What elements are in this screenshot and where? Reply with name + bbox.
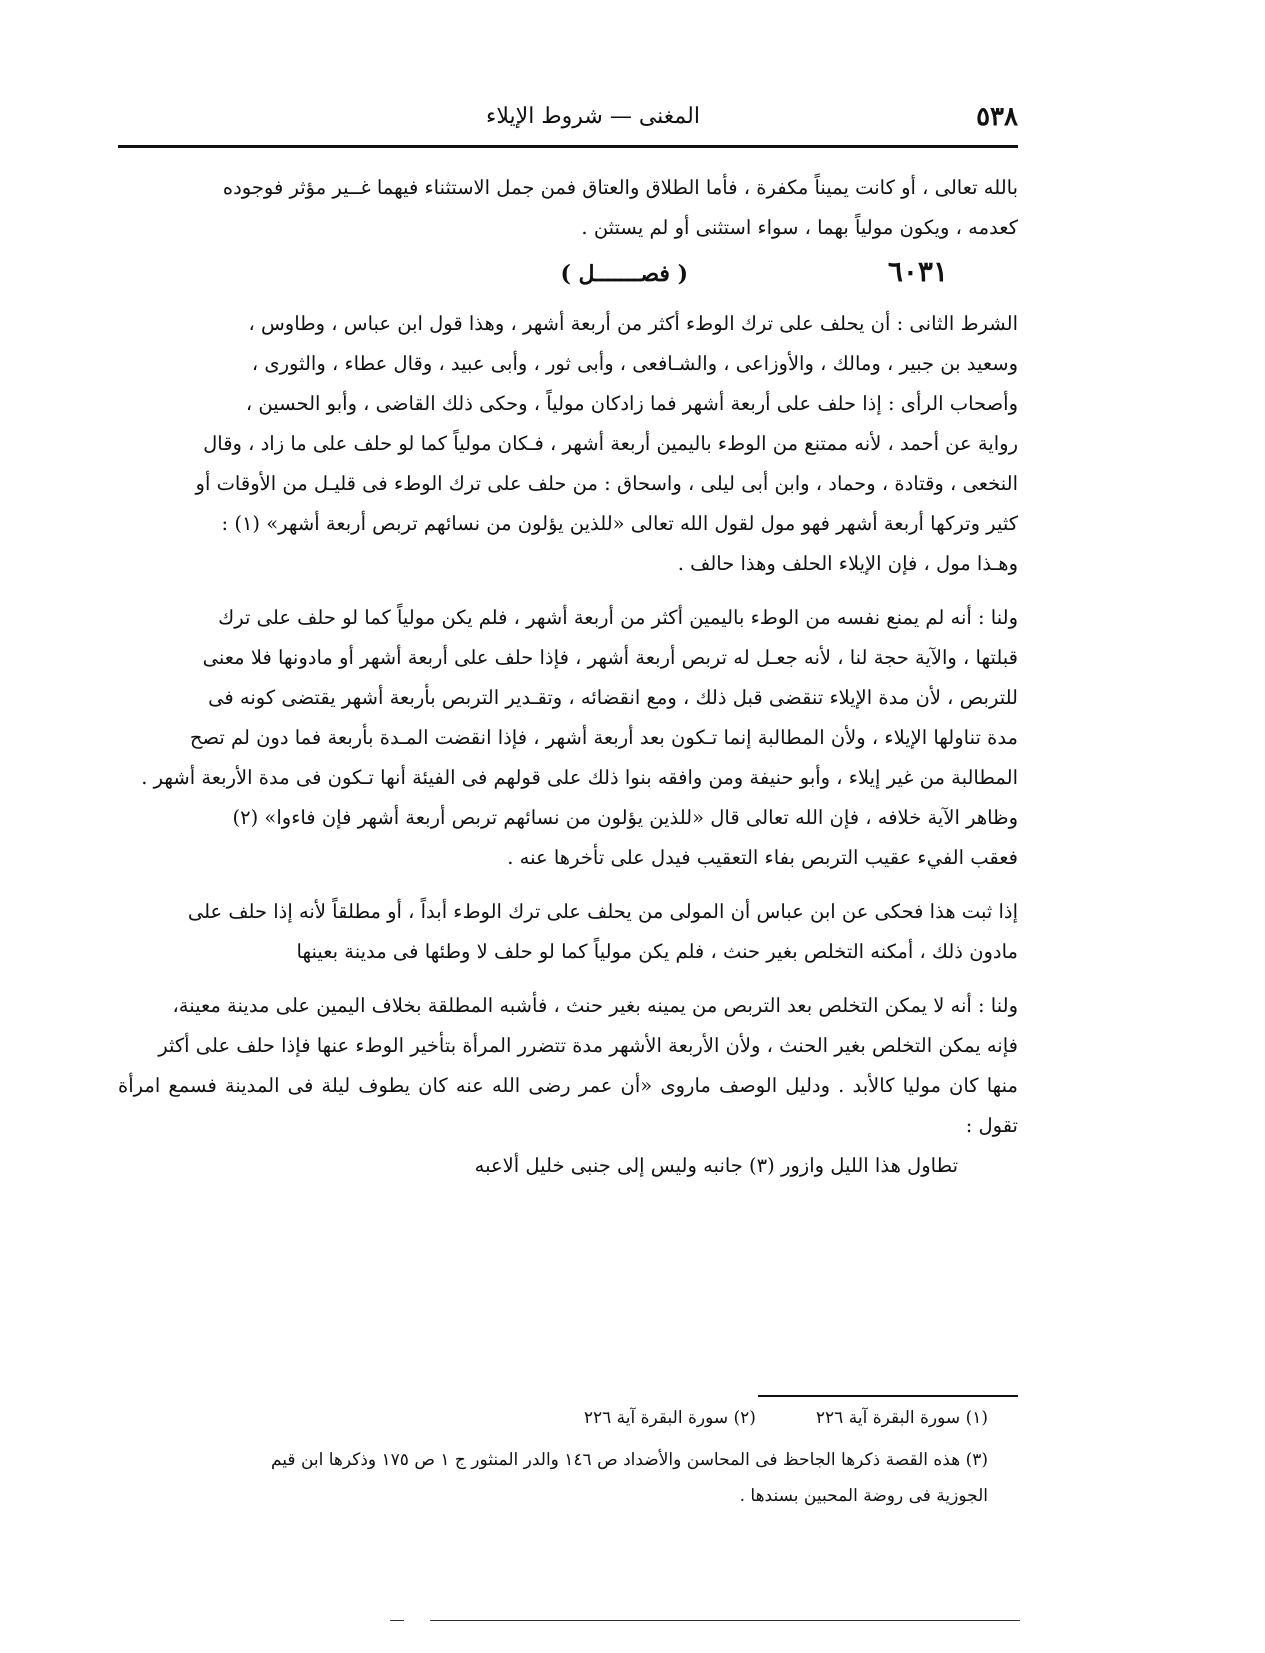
paragraph (118, 986, 1018, 1146)
text-line: الجوزية فى روضة المحبين بسندها . (739, 1486, 988, 1506)
text-line: فعقب الفيء عقيب التربص بفاء التعقيب فيدل على تأخرها عنه . (507, 846, 1018, 869)
footnote-row (118, 1400, 1018, 1436)
text-line: وظاهر الآية خلافه ، فإن الله تعالى قال «للذين يؤلون من نسائهم تربص أربعة أشهر فإن فاءوا» (٢) (232, 806, 1018, 829)
section-title: ( فصـــــــل ) (560, 261, 688, 287)
footnote-1: (١) سورة البقرة آية ٢٢٦ (815, 1408, 988, 1428)
text-line: مدة تناولها الإيلاء ، ولأن المطالبة إنما تـكون بعد أربعة أشهر ، فإذا انقضت المـدة بأربعة فما دون لم تصح (189, 726, 1018, 749)
text-line: الشرط الثانى : أن يحلف على ترك الوطء أكثر من أربعة أشهر ، وهذا قول ابن عباس ، وطاوس ، (248, 312, 1018, 335)
text-line: إذا ثبت هذا فحكى عن ابن عباس أن المولى من يحلف على ترك الوطء أبداً ، أو مطلقاً لأنه إذا حلف على (187, 900, 1018, 923)
header-rule (118, 145, 1018, 148)
page-number: ٥٣٨ (976, 102, 1018, 132)
page-header (118, 102, 1018, 138)
paragraph (118, 304, 1018, 584)
text-line: النخعى ، وقتادة ، وحماد ، وابن أبى ليلى ، واسحاق : من حلف على ترك الوطء فى قليـل من الأوقات أو (195, 472, 1018, 495)
text-line: مادون ذلك ، أمكنه التخلص بغير حنث ، فلم يكن مولياً كما لو حلف لا وطئها فى مدينة بعينها (296, 940, 1018, 963)
running-title: المغنى — شروط الإيلاء (486, 104, 700, 129)
text-line: رواية عن أحمد ، لأنه ممتنع من الوطء باليمين أربعة أشهر ، فـكان مولياً كما لو حلف على ما زاد ، وقال (203, 432, 1018, 455)
text-line: بالله تعالى ، أو كانت يميناً مكفرة ، فأما الطلاق والعتاق فمن جمل الاستثناء فيهما غــير مؤثر فوجوده (222, 176, 1018, 199)
text-line: ولنا : أنه لا يمكن التخلص بعد التربص من يمينه بغير حنث ، فأشبه المطلقة بخلاف اليمين على مدينة معينة، (172, 994, 1018, 1017)
text-line: كعدمه ، ويكون مولياً بهما ، سواء استثنى أو لم يستثن . (581, 216, 1018, 239)
text-line: منها كان موليا كالأبد . ودليل الوصف ماروى «أن عمر رضى الله عنه كان يطوف ليلة فى المدينة فسمع امرأة تقول : (118, 1074, 1018, 1137)
section-number: ٦٠٣١ (887, 255, 948, 288)
text-line: ولنا : أنه لم يمنع نفسه من الوطء باليمين أكثر من أربعة أشهر ، فلم يكن مولياً كما لو حلف على ترك (218, 606, 1018, 629)
text-line: وأصحاب الرأى : إذا حلف على أربعة أشهر فما زادكان مولياً ، وحكى ذلك القاضى ، وأبو الحسين ، (245, 392, 1018, 415)
text-line: وسعيد بن جبير ، ومالك ، والأوزاعى ، والشـافعى ، وأبى ثور ، وأبى عبيد ، وقال عطاء ، والثورى ، (251, 352, 1018, 375)
main-text (118, 168, 1018, 1186)
text-line: للتربص ، لأن مدة الإيلاء تنقضى قبل ذلك ، ومع انقضائه ، وتقـدير التربص بأربعة أشهر يقتضى كونه فى (208, 686, 1018, 709)
text-line: المطالبة من غير إيلاء ، وأبو حنيفة ومن وافقه بنوا ذلك على قولهم فى الفيئة أنها تـكون فى مدة الأربعة أشهر . (141, 766, 1018, 789)
poetry-verse: تطاول هذا الليل وازور (٣) جانبه وليس إلى جنبى خليل ألاعبه (474, 1154, 958, 1177)
text-line: فإنه يمكن التخلص بغير الحنث ، ولأن الأربعة الأشهر مدة تتضرر المرأة بتأخير الوطء عنها فإذا حلف على أكثر (158, 1034, 1018, 1057)
page-bottom-rule (430, 1620, 1020, 1621)
text-line: وهـذا مول ، فإن الإيلاء الحلف وهذا حالف . (677, 552, 1018, 575)
paragraph (118, 598, 1018, 878)
footnote-2: (٢) سورة البقرة آية ٢٢٦ (583, 1408, 756, 1428)
section-heading (118, 248, 1018, 304)
text-line: كثير وتركها أربعة أشهر فهو مول لقول الله تعالى «للذين يؤلون من نسائهم تربص أربعة أشهر» (١) : (221, 512, 1018, 535)
paragraph (118, 892, 1018, 972)
footnote-3 (118, 1442, 1018, 1514)
intro-paragraph (118, 168, 1018, 248)
text-line: قبلتها ، والآية حجة لنا ، لأنه جعـل له تربص أربعة أشهر ، فإذا حلف على أربعة أشهر أو مادونها فلا معنى (202, 646, 1018, 669)
footnotes (118, 1400, 1018, 1514)
footnote-rule (758, 1395, 1018, 1397)
text-line: (٣) هذه القصة ذكرها الجاحظ فى المحاسن والأضداد ص ١٤٦ والدر المنثور ج ١ ص ١٧٥ وذكرها ابن قيم (270, 1450, 988, 1470)
page-edge-mark (390, 1620, 404, 1621)
